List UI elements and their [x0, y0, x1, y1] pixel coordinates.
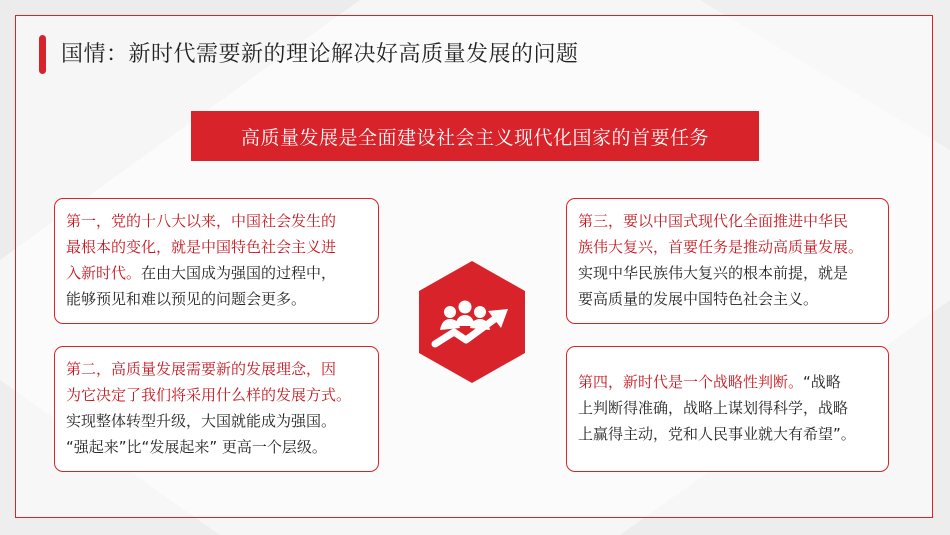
card-line: 第二，高质量发展需要新的发展理念，因	[66, 360, 337, 378]
card-line: 为它决定了我们将采用什么样的发展方式。	[66, 386, 352, 404]
card-line: 要高质量的发展中国特色社会主义。	[578, 290, 819, 308]
team-growth-icon	[408, 258, 536, 386]
point-card-3	[566, 198, 889, 324]
point-card-4	[566, 346, 889, 472]
point-card-2	[54, 346, 379, 472]
card-line: 第一，党的十八大以来，中国社会发生的	[66, 212, 337, 230]
card-line: 第三，要以中国式现代化全面推进中华民	[578, 212, 849, 230]
headline-banner: 高质量发展是全面建设社会主义现代化国家的首要任务	[191, 111, 759, 161]
card-line: 族伟大复兴，首要任务是推动高质量发展。	[578, 238, 864, 256]
title-accent-bar	[39, 35, 46, 74]
card-line: 最根本的变化，就是中国特色社会主义进	[66, 238, 337, 256]
card-line: 能够预见和难以预见的问题会更多。	[66, 290, 307, 308]
card-line: 入新时代。在由大国成为强国的过程中，	[66, 264, 337, 282]
card-line: 上判断得准确，战略上谋划得科学，战略	[578, 399, 849, 417]
card-line: 上赢得主动，党和人民事业就大有希望”。	[578, 425, 856, 443]
card-line: 实现中华民族伟大复兴的根本前提，就是	[578, 264, 849, 282]
point-card-1	[54, 198, 379, 324]
card-line: 实现整体转型升级，大国就能成为强国。	[66, 412, 337, 430]
card-line: 第四，新时代是一个战略性判断。“战略	[578, 373, 841, 391]
card-line: “强起来”比“发展起来” 更高一个层级。	[66, 438, 327, 456]
page-title: 国情：新时代需要新的理论解决好高质量发展的问题	[61, 42, 579, 67]
